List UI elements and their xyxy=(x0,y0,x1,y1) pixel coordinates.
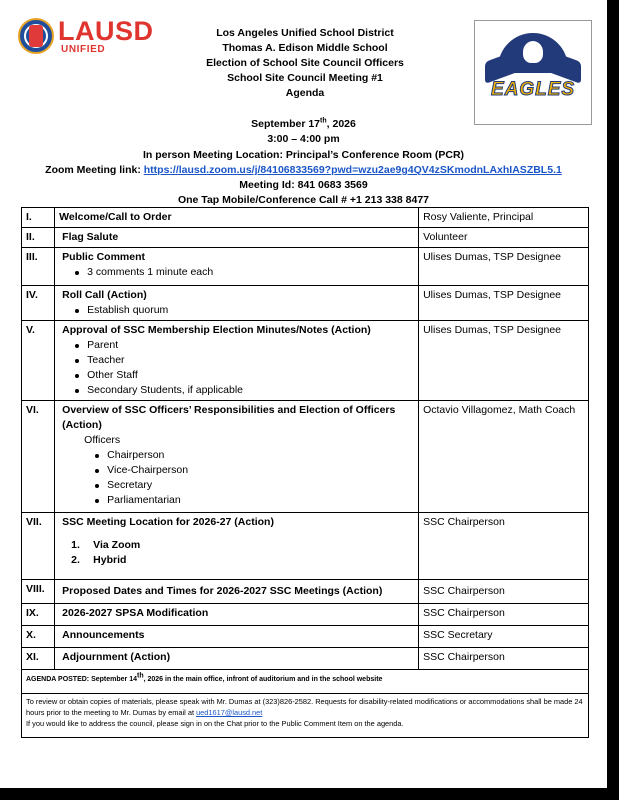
agenda-posted-row xyxy=(22,670,589,694)
lausd-seal-icon xyxy=(18,18,54,54)
list-item: Other Staff xyxy=(79,368,414,383)
email-link[interactable]: ued1617@lausd.net xyxy=(196,708,263,717)
agenda-item-title: Approval of SSC Membership Election Minutes/Notes (Action) xyxy=(62,324,371,336)
public-comment-note: If you would like to address the council, please sign in on the Chat prior to the Public Comment Item on the agenda. xyxy=(26,719,404,728)
agenda-row xyxy=(22,626,589,648)
election-title: Election of School Site Council Officers xyxy=(206,57,404,69)
agenda-responsible: SSC Secretary xyxy=(419,626,589,648)
meeting-time: 3:00 – 4:00 pm xyxy=(267,133,340,145)
agenda-number: III. xyxy=(22,248,55,286)
agenda-responsible: Ulises Dumas, TSP Designee xyxy=(419,321,589,401)
agenda-responsible: Ulises Dumas, TSP Designee xyxy=(419,248,589,286)
agenda-responsible: SSC Chairperson xyxy=(419,648,589,670)
agenda-number: VI. xyxy=(22,401,55,513)
agenda-item-title: Adjournment (Action) xyxy=(62,651,171,663)
meeting-id: Meeting Id: 841 0683 3569 xyxy=(239,179,368,191)
agenda-item-title: Proposed Dates and Times for 2026-2027 SSC Meetings (Action) xyxy=(62,585,383,597)
list-item: Establish quorum xyxy=(79,303,414,318)
zoom-link[interactable]: https://lausd.zoom.us/j/84106833569?pwd=wzu2ae9g4QV4zSKmodnLAxhIASZBL5.1 xyxy=(143,164,562,176)
agenda-item-title: Announcements xyxy=(62,629,145,641)
agenda-item-title: SSC Meeting Location for 2026-27 (Action) xyxy=(62,516,274,528)
agenda-row xyxy=(22,513,589,580)
agenda-responsible: Volunteer xyxy=(419,228,589,248)
officers-label: Officers xyxy=(84,434,121,446)
list-item: 1. Via Zoom xyxy=(71,539,141,551)
info-row xyxy=(22,694,589,738)
agenda-item-title: Roll Call (Action) xyxy=(62,289,147,301)
agenda-number: VIII. xyxy=(22,580,55,604)
list-item: 3 comments 1 minute each xyxy=(79,265,414,280)
school-name: Thomas A. Edison Middle School xyxy=(222,42,388,54)
zoom-line xyxy=(20,163,587,177)
agenda-row xyxy=(22,248,589,286)
agenda-number: VII. xyxy=(22,513,55,580)
agenda-row xyxy=(22,208,589,228)
lausd-logo-text: LAUSD xyxy=(58,16,154,46)
list-item: Secretary xyxy=(99,478,414,493)
agenda-row xyxy=(22,648,589,670)
agenda-item-title: 2026-2027 SPSA Modification xyxy=(62,607,209,619)
agenda-responsible: Octavio Villagomez, Math Coach xyxy=(419,401,589,513)
agenda-number: IX. xyxy=(22,604,55,626)
agenda-row xyxy=(22,401,589,513)
agenda-number: IV. xyxy=(22,286,55,321)
agenda-number: I. xyxy=(22,208,55,228)
agenda-row xyxy=(22,321,589,401)
list-item: 2. Hybrid xyxy=(71,554,127,566)
list-item: Teacher xyxy=(79,353,414,368)
agenda-responsible: Rosy Valiente, Principal xyxy=(419,208,589,228)
list-item: Parliamentarian xyxy=(99,493,414,508)
agenda-number: V. xyxy=(22,321,55,401)
agenda-item-title: Welcome/Call to Order xyxy=(59,211,172,223)
agenda-responsible: SSC Chairperson xyxy=(419,604,589,626)
materials-info: To review or obtain copies of materials, please speak with Mr. Dumas at (323)826-2582. Requests for disability-related modifications or accommodations shall be made 24 hours prior to the meeting to Mr. Dumas by email at ued1617@lausd.net If you would like to address the council, please sign in on the Chat prior to the Public Comment Item on the agenda. xyxy=(22,694,589,738)
zoom-label: Zoom Meeting link: xyxy=(45,164,144,176)
meeting-date: September 17th, 2026 xyxy=(251,117,356,130)
list-item: Vice-Chairperson xyxy=(99,463,414,478)
agenda-posted: AGENDA POSTED: September 14th, 2026 in the main office, infront of auditorium and in the school website xyxy=(22,670,589,694)
agenda-responsible: Ulises Dumas, TSP Designee xyxy=(419,286,589,321)
agenda-number: X. xyxy=(22,626,55,648)
agenda-item-title: Public Comment xyxy=(62,251,146,263)
agenda-row xyxy=(22,580,589,604)
agenda-row xyxy=(22,228,589,248)
agenda-number: XI. xyxy=(22,648,55,670)
eagles-logo xyxy=(474,20,592,125)
eagles-logo-text: EAGLES xyxy=(490,79,576,100)
agenda-item-title: Flag Salute xyxy=(62,231,119,243)
agenda-row xyxy=(22,604,589,626)
agenda-number: II. xyxy=(22,228,55,248)
agenda-item-title: Overview of SSC Officers’ Responsibilities and Election of Officers (Action) xyxy=(62,404,396,431)
agenda-row xyxy=(22,286,589,321)
list-item: Secondary Students, if applicable xyxy=(79,383,414,398)
agenda-responsible: SSC Chairperson xyxy=(419,580,589,604)
meeting-location: In person Meeting Location: Principal’s Conference Room (PCR) xyxy=(142,149,465,161)
list-item: Parent xyxy=(79,338,414,353)
district-name: Los Angeles Unified School District xyxy=(216,27,394,39)
lausd-logo-subtext: UNIFIED xyxy=(61,44,106,55)
list-item: Chairperson xyxy=(99,448,414,463)
conference-call: One Tap Mobile/Conference Call # +1 213 338 8477 xyxy=(177,194,430,206)
agenda-table xyxy=(21,207,589,738)
meeting-title: School Site Council Meeting #1 xyxy=(227,72,383,84)
agenda-title: Agenda xyxy=(285,87,325,99)
agenda-responsible: SSC Chairperson xyxy=(419,513,589,580)
